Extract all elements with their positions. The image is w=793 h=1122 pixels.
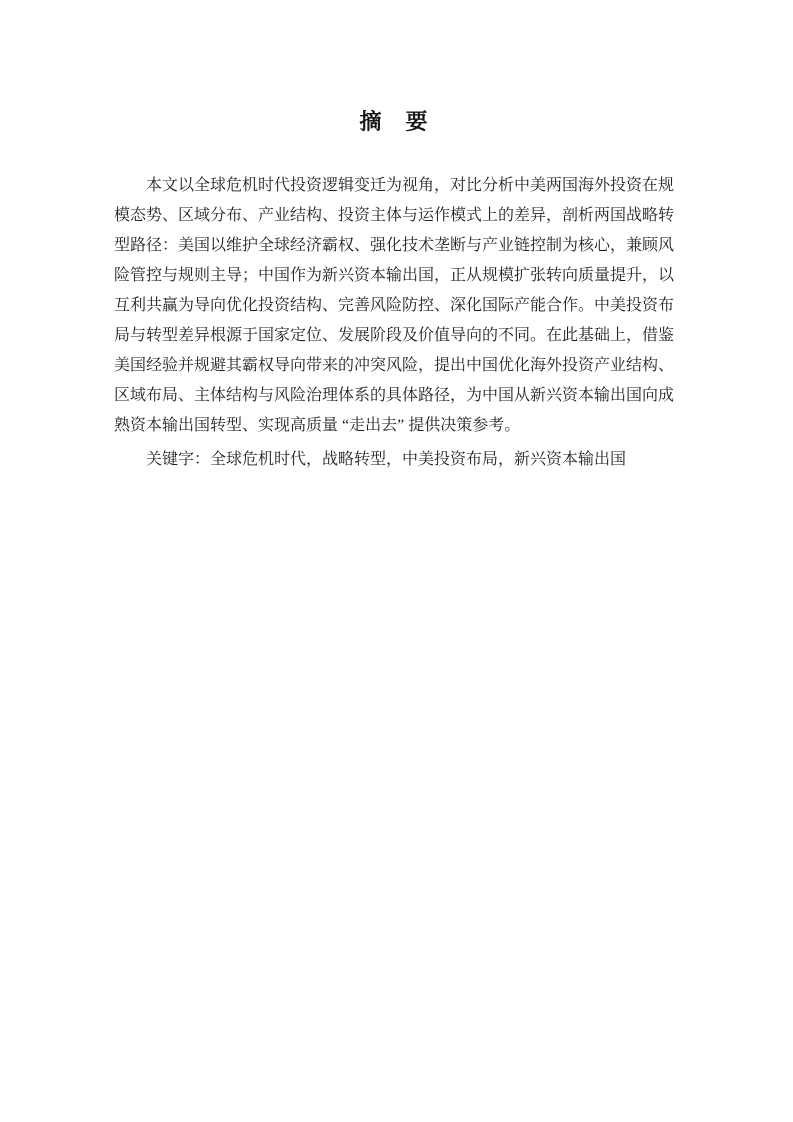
abstract-section [114,112,674,475]
keywords-line: 关键字：全球危机时代，战略转型，中美投资布局，新兴资本输出国 [146,451,627,468]
abstract-paragraph: 本文以全球危机时代投资逻辑变迁为视角，对比分析中美两国海外投资在规模态势、区域分布、产业结构、投资主体与运作模式上的差异，剖析两国战略转型路径：美国以维护全球经济霸权、强化技术垄断与产业链控制为核心，兼顾风险管控与规则主导；中国作为新兴资本输出国，正从规模扩张转向质量提升，以互利共赢为导向优化投资结构、完善风险防控、深化国际产能合作。中美投资布局与转型差异根源于国家定位、发展阶段及价值导向的不同。在此基础上，借鉴美国经验并规避其霸权导向带来的冲突风险，提出中国优化海外投资产业结构、区域布局、主体结构与风险治理体系的具体路径，为中国从新兴资本输出国向成熟资本输出国转型、实现高质量 “走出去” 提供决策参考。 [114,177,675,434]
abstract-title: 摘 要 [359,110,429,135]
